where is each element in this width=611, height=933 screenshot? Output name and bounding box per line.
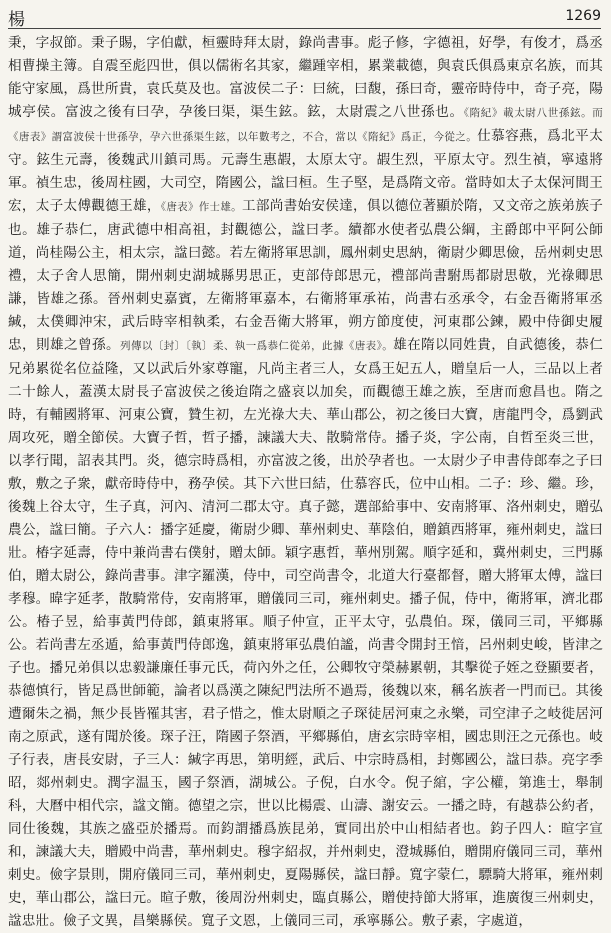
text-segment: 工部尚書始安侯達，俱以德位著顯於隋，又文帝之族弟族子也。雄子恭仁，唐武德中相高祖，封觀德公，諡曰孝。續都水使者弘農公綱，主爵郎中平阿公師道，尚桂陽公主，相太宗，諡曰懿。若左衛將軍思訓，鳳州刺史思納，衛尉少卿思儉，岳州刺史思禮，太子舍人思簡，開州刺史湖城縣男思正，吏部侍郎思元，禮部尚書駙馬都尉思敬，光祿卿思謙，皆雄之孫。晉州刺史嘉賓，左衛將軍嘉本，右衛將軍承祐，尚書右丞承令，右金吾衛將軍丞緘，太僕卿沖宋，武后時宰相執柔，右金吾衛大將軍，朔方節度使，河東郡公鍊，殿中侍御史履忠，則雄之曾孫。 (8, 198, 603, 353)
inline-note: 《隋紀》載太尉八世孫鉉。而《唐表》謂富波侯十世孫孕，孕六世孫渠生鉉，以年數考之，不合，當以《隋紀》爲正，今從之。 (8, 107, 603, 143)
inline-note: 列傳以〔封〕〔執〕柔、執一爲恭仁從弟，此據《唐表》。 (120, 340, 394, 352)
paragraph (8, 32, 603, 933)
text-segment: 仕慕容燕，爲北平太守。鉉生元壽，後魏武川鎮司馬。元壽生惠嘏，太原太守。嘏生烈，平原太守。烈生禎，寧遠將軍。禎生忠，後周柱國，大司空，隋國公，諡曰桓。生子堅，是爲隋文帝。當時如太子太保河間王宏，太子太傅觀德王雄， (8, 128, 603, 214)
inline-note: 《唐表》作士雄。 (160, 201, 242, 213)
page-number: 1269 (565, 8, 601, 24)
page-header (8, 4, 601, 29)
text-segment: 秉，字叔節。秉子賜，字伯獻，桓靈時拜太尉，錄尚書事。彪子修，字德祖，好學，有俊才，爲丞相曹操主簿。自震至彪四世，俱以儒術名其家，繼踵宰相，累業載德，與袁氏俱爲東京名族，而其能守家風，爲世所貴，袁氏莫及也。富波侯二子：曰統，曰馥，孫曰奇，靈帝時侍中，奇子亮，陽城亭侯。富波之後有曰孕，孕後曰渠，渠生鉉。鉉，太尉震之八世孫也。 (8, 35, 603, 120)
body-text (8, 32, 604, 929)
running-title: 楊 (8, 10, 25, 30)
text-segment: 雄在隋以同姓貴，自武德後，恭仁兄弟累從名位益隆，又以武后外家尊寵，凡尚主者三人，女爲王妃五人，贈皇后一人，三品以上者二十餘人，蓋漢太尉長子富波侯之後迨隋之盛哀以加矣，而觀德王雄之族，至唐而愈昌也。隋之時，有輔國將軍、河東公寶，贊生初，左光祿大夫、華山郡公，初之後曰大寶，唐龍門令，爲劉武周攻死，贈全節侯。大寶子哲，哲子播，諫議大夫、散騎常侍。播子炎，字公南，自哲至炎三世，以孝行聞，詔表其門。炎，德宗時爲相，亦富波之後，出於孕者也。一太尉少子申書侍郎奉之子曰敷，敷之子衆，獻帝時侍中，務孕侯。其下六世曰結，仕慕容氏，位中山相。二子：珍、繼。珍，後魏上谷太守，生子真，河內、清河二郡太守。真子懿，選部給事中、安南將軍、洛州刺史，贈弘農公，諡曰簡。子六人：播字延慶，衛尉少卿、華州刺史、華陰伯，贈鎮西將軍，雍州刺史，諡曰壯。椿字延壽，侍中兼尚書右僕射，贈太師。穎字惠哲，華州別駕。順字延和，冀州刺史，三門縣伯，贈太尉公，錄尚書事。津字羅漢，侍中，司空尚書令，北道大行臺都督，贈大將軍太傅，諡曰孝穆。暐字延孝，散騎常侍，安南將軍，贈儀同三司，雍州刺史。播子侃，侍中，衛將軍，濟北郡公。椿子昱，給事黃門侍郎，鎮東將軍。順子仲宣，正平太守，弘農伯。琛，儀同三司，平鄉縣公。若尚書左丞遁，給事黃門侍郎逸，鎮東將軍弘農伯謐，尚書令開封王愔，呂州刺史峻，皆津之子也。播兄弟俱以忠毅謙廉任事元氏，荷內外之任，公卿牧守榮赫累朝，其擊從子姪之登顯要者，恭德慎行，皆足爲世師範，論者以爲漢之陳紀門法所不過焉，後魏以來，稱名族者一門而已。其後遭爾朱之禍，無少長皆罹其害，君子惜之，惟太尉順之子琛徒居河東之永樂，司空津子之岐徙居河南之原武，遂有聞於後。琛子汪，隋國子祭酒，平鄉縣伯，唐玄宗時宰相，國忠則汪之元孫也。岐子行表，唐長安尉，子三人：緘字再思，第明經，武后、中宗時爲相，封鄭國公，諡曰恭。亮字季昭，郯州刺史。潤字温玉，國子祭酒，湖城公。子倪，白水令。倪子綰，字公權，第進士，舉制科，大曆中相代宗，諡文簡。德望之宗，世以比楊震、山濤、謝安云。一播之時，有越恭公約者，同仕後魏，其族之盛亞於播焉。而鈞謂播爲族昆弟，實同出於中山相結者也。鈞子四人：暄字宣和，諫議大夫，贈殿中尚書，華州刺史。穆字紹叔，并州刺史，澄城縣伯，贈開府儀同三司，華州刺史。儉字景則，開府儀同三司，華州刺史，夏陽縣侯，諡曰靜。寬字蒙仁，驃騎大將軍，雍州刺史，華山郡公，諡曰元。暄子敷，後周汾州刺史，臨貞縣公，贈使持節大將軍，進廣復三州刺史，諡忠壯。儉子文異，昌樂縣侯。寬子文恩，上儀同三司，承寧縣公。敷子素，字處道， (8, 337, 604, 929)
